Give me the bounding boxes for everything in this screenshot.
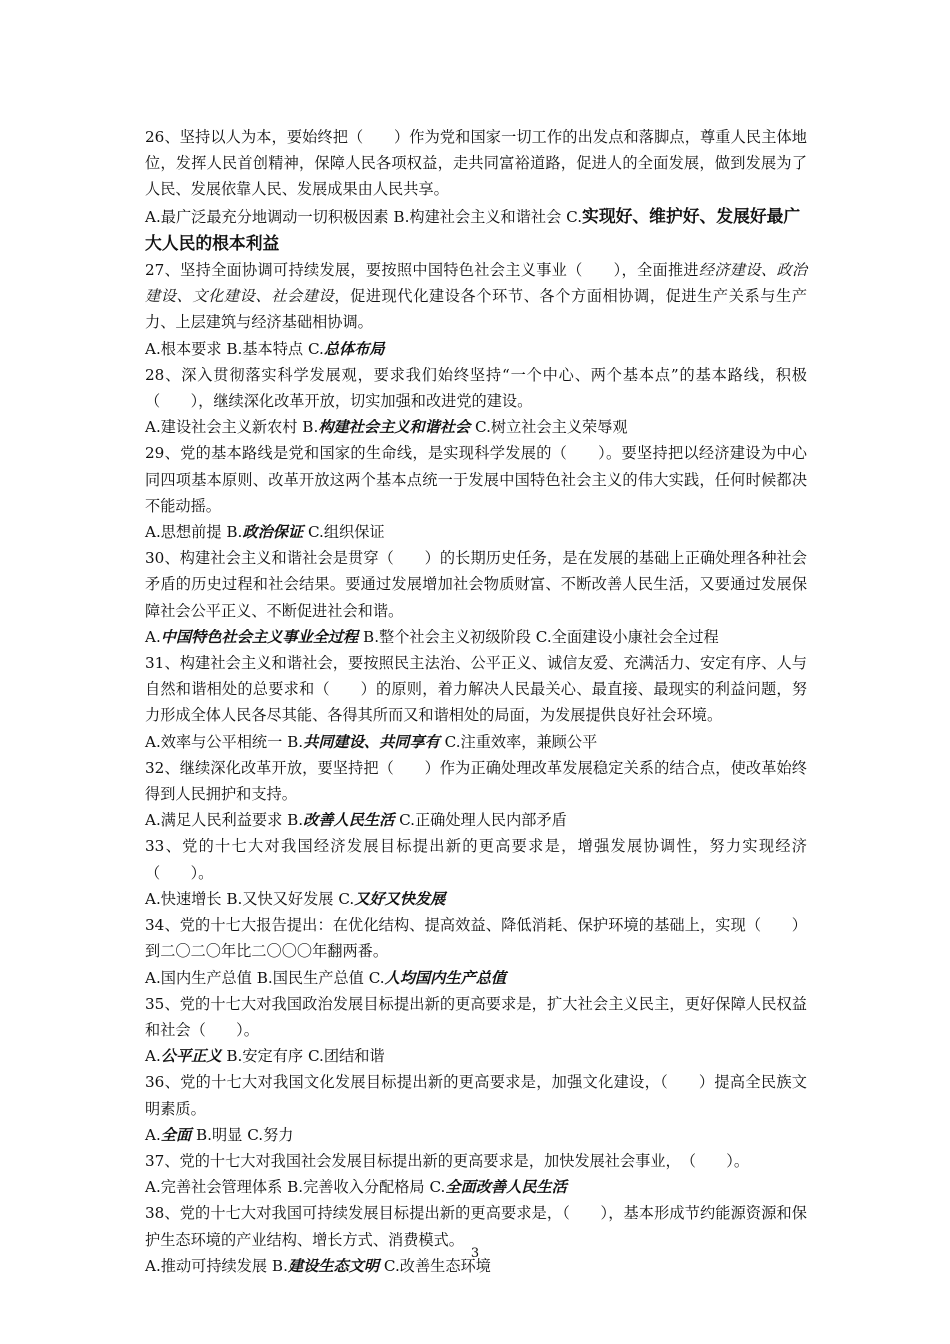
document-page xyxy=(145,124,807,1279)
page-number: 3 xyxy=(470,1246,480,1261)
question-36-option-text: A. xyxy=(145,1125,161,1144)
question-30-answer: 中国特色社会主义事业全过程 xyxy=(160,627,359,646)
question-29-option-rest: C.组织保证 xyxy=(303,523,385,542)
question-30-stem: 30、构建社会主义和谐社会是贯穿（ ）的长期历史任务，是在发展的基础上正确处理各种社会矛盾的历史过程和社会结果。要通过发展增加社会物质财富、不断改善人民生活，又要通过发展保障社会公平正义、不断促进社会和谐。 xyxy=(145,549,807,620)
question-35-stem: 35、党的十七大对我国政治发展目标提出新的更高要求是，扩大社会主义民主，更好保障人民权益和社会（ ）。 xyxy=(145,994,807,1039)
question-34-answer: 人均国内生产总值 xyxy=(384,968,507,987)
question-28-answer: 构建社会主义和谐社会 xyxy=(318,418,471,437)
question-28-stem: 28、深入贯彻落实科学发展观，要求我们始终坚持“一个中心、两个基本点”的基本路线，积极（ ），继续深化改革开放，切实加强和改进党的建设。 xyxy=(145,365,807,411)
question-33-answer: 又好又快发展 xyxy=(354,889,446,908)
question-29-stem: 29、党的基本路线是党和国家的生命线，是实现科学发展的（ ）。要坚持把以经济建设为中心同四项基本原则、改革开放这两个基本点统一于发展中国特色社会主义的伟大实践，任何时候都决不能动摇。 xyxy=(145,444,807,515)
question-37-answer: 全面改善人民生活 xyxy=(445,1178,567,1197)
question-31-answer: 共同建设、共同享有 xyxy=(303,732,440,751)
question-31-options xyxy=(145,729,807,755)
question-29-option-text: A.思想前提 B. xyxy=(145,523,243,542)
question-36-option-rest: B.明显 C.努力 xyxy=(191,1125,294,1144)
question-28-option-rest: C.树立社会主义荣辱观 xyxy=(470,418,628,437)
question-32-option-rest: C.正确处理人民内部矛盾 xyxy=(394,811,567,830)
question-32-stem: 32、继续深化改革开放，要坚持把（ ）作为正确处理改革发展稳定关系的结合点，使改革始终得到人民拥护和支持。 xyxy=(145,758,807,804)
question-38-stem: 38、党的十七大对我国可持续发展目标提出新的更高要求是，（ ），基本形成节约能源资源和保护生态环境的产业结构、增长方式、消费模式。 xyxy=(145,1204,807,1249)
question-35-options xyxy=(145,1043,807,1069)
question-33-options xyxy=(145,886,807,912)
question-36-options xyxy=(145,1122,807,1148)
question-35-option-rest: B.安定有序 C.团结和谐 xyxy=(221,1047,385,1066)
question-30-options xyxy=(145,624,807,650)
question-36-answer: 全面 xyxy=(160,1125,192,1144)
question-28-option-text: A.建设社会主义新农村 B. xyxy=(145,418,319,437)
question-27-stem xyxy=(145,257,807,336)
question-35-option-text: A. xyxy=(145,1047,161,1066)
question-27-answer: 总体布局 xyxy=(323,339,385,358)
question-33-option-text: A.快速增长 B.又快又好发展 C. xyxy=(145,889,355,908)
question-34-options xyxy=(145,965,807,991)
question-34-stem: 34、党的十七大报告提出：在优化结构、提高效益、降低消耗、保护环境的基础上，实现（ ）到二〇二〇年比二〇〇〇年翻两番。 xyxy=(145,916,807,961)
question-38-option-rest: C.改善生态环境 xyxy=(379,1256,491,1275)
question-33-stem: 33、党的十七大对我国经济发展目标提出新的更高要求是，增强发展协调性，努力实现经济（ ）。 xyxy=(145,837,807,882)
question-26-answer: 实现好、维护好、发展好最广大人民的根本利益 xyxy=(145,205,801,253)
question-27-stem-italic: 经济建设、政治建设、文化建设、社会建设 xyxy=(145,261,808,306)
question-30-option-rest: B.整个社会主义初级阶段 C.全面建设小康社会全过程 xyxy=(358,627,719,646)
question-31-stem: 31、构建社会主义和谐社会，要按照民主法治、公平正义、诚信友爱、充满活力、安定有序、人与自然和谐相处的总要求和（ ）的原则，着力解决人民最关心、最直接、最现实的利益问题，努力形成全体人民各尽其能、各得其所而又和谐相处的局面，为发展提供良好社会环境。 xyxy=(145,654,807,725)
question-37-stem: 37、党的十七大对我国社会发展目标提出新的更高要求是，加快发展社会事业， （ ）。 xyxy=(145,1151,750,1170)
question-31-option-rest: C.注重效率，兼顾公平 xyxy=(439,732,598,751)
question-37-options xyxy=(145,1174,807,1200)
question-38-answer: 建设生态文明 xyxy=(287,1256,380,1275)
question-34-option-text: A.国内生产总值 B.国民生产总值 C. xyxy=(145,968,385,987)
question-27-option-text: A.根本要求 B.基本特点 C. xyxy=(145,339,324,358)
question-26-options xyxy=(145,203,807,257)
question-30-option-text: A. xyxy=(145,627,161,646)
question-31-option-text: A.效率与公平相统一 B. xyxy=(145,732,304,751)
question-29-answer: 政治保证 xyxy=(242,523,304,542)
question-27-options xyxy=(145,336,807,362)
question-32-options xyxy=(145,807,807,833)
question-28-options xyxy=(145,414,807,440)
question-26-stem: 26、坚持以人为本，要始终把（ ）作为党和国家一切工作的出发点和落脚点，尊重人民主体地位，发挥人民首创精神，保障人民各项权益，走共同富裕道路，促进人的全面发展，做到发展为了人民、发展依靠人民、发展成果由人民共享。 xyxy=(145,128,807,199)
question-32-answer: 改善人民生活 xyxy=(303,811,395,830)
question-27-stem-pre: 27、坚持全面协调可持续发展，要按照中国特色社会主义事业（ ），全面推进 xyxy=(145,261,699,280)
question-26-option-text: A.最广泛最充分地调动一切积极因素 B.构建社会主义和谐社会 C. xyxy=(145,207,583,226)
question-38-option-text: A.推动可持续发展 B. xyxy=(145,1256,288,1275)
question-32-option-text: A.满足人民利益要求 B. xyxy=(145,811,304,830)
question-29-options xyxy=(145,519,807,545)
question-35-answer: 公平正义 xyxy=(160,1047,222,1066)
question-27-stem-post: ，促进现代化建设各个环节、各个方面相协调，促进生产关系与生产力、上层建筑与经济基础相协调。 xyxy=(145,287,808,332)
question-36-stem: 36、党的十七大对我国文化发展目标提出新的更高要求是，加强文化建设，（ ）提高全民族文明素质。 xyxy=(145,1073,807,1118)
question-37-option-text: A.完善社会管理体系 B.完善收入分配格局 C. xyxy=(145,1178,446,1197)
